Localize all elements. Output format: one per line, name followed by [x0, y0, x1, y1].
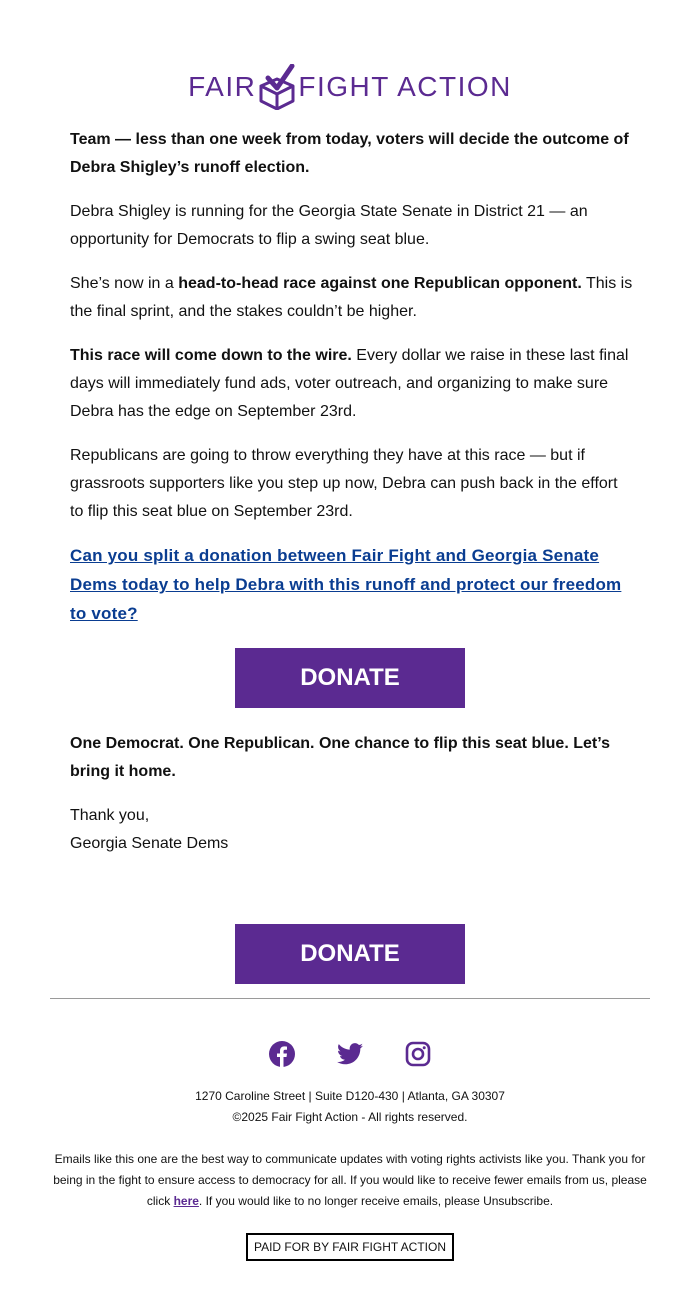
- facebook-icon[interactable]: [268, 1040, 296, 1068]
- split-donation-link[interactable]: Can you split a donation between Fair Fight and Georgia Senate Dems today to help Debra with this runoff and protect our freedom to vote?: [70, 546, 622, 623]
- wire-text-rest: Every dollar we raise in these last final days will immediately fund ads, voter outreach, and organizing to make sure Debra has the edge on September 23rd.: [70, 347, 629, 420]
- logo-text-left: FAIR: [188, 71, 257, 102]
- race-text-bold: head-to-head race against one Republican opponent.: [178, 275, 582, 292]
- signoff: [70, 802, 635, 858]
- closing-section: [70, 730, 635, 874]
- logo-text-right: FIGHT ACTION: [298, 71, 512, 102]
- paid-for-disclaimer: PAID FOR BY FAIR FIGHT ACTION: [246, 1233, 454, 1261]
- footer-notice: [50, 1149, 650, 1212]
- wire-paragraph: [70, 342, 635, 426]
- fair-fight-logo[interactable]: [188, 64, 512, 110]
- donate-button-top[interactable]: DONATE: [235, 648, 465, 708]
- intro-paragraph: Team — less than one week from today, voters will decide the outcome of Debra Shigley’s runoff election.: [70, 131, 629, 176]
- wire-text-bold: This race will come down to the wire.: [70, 347, 352, 364]
- notice-text-b: . If you would like to no longer receive emails, please Unsubscribe.: [198, 1194, 554, 1208]
- candidate-paragraph: Debra Shigley is running for the Georgia State Senate in District 21 — an opportunity for Democrats to flip a swing seat blue.: [70, 203, 588, 248]
- thanks-text: Thank you,: [70, 807, 150, 824]
- fewer-emails-link[interactable]: here: [173, 1194, 199, 1208]
- email-body: [70, 126, 635, 645]
- republicans-paragraph: Republicans are going to throw everything they have at this race — but if grassroots supporters like you step up now, Debra can push back in the effort to flip this seat blue on September 23rd.: [70, 447, 618, 520]
- notice-text-a: Emails like this one are the best way to communicate updates with voting rights activists like you. Thank you for being in the fight to ensure access to democracy for all. If you would like to receive fewer emails from us, please click: [53, 1152, 647, 1208]
- race-paragraph: [70, 270, 635, 326]
- signature-text: Georgia Senate Dems: [70, 835, 229, 852]
- donate-wrap-top: [0, 648, 700, 708]
- twitter-icon[interactable]: [336, 1040, 364, 1068]
- ballot-box-icon: [258, 64, 296, 110]
- race-text-a: She’s now in a: [70, 275, 179, 292]
- race-text-b: This is the final sprint, and the stakes couldn’t be higher.: [70, 275, 633, 320]
- footer-copyright: ©2025 Fair Fight Action - All rights reserved.: [232, 1110, 468, 1124]
- logo-row: [0, 58, 700, 116]
- footer-divider: [50, 998, 650, 999]
- closing-bold: One Democrat. One Republican. One chance to flip this seat blue. Let’s bring it home.: [70, 735, 610, 780]
- footer-address-block: [50, 1086, 650, 1128]
- social-links: [0, 1040, 700, 1068]
- donate-wrap-bottom: [0, 924, 700, 984]
- donate-button-bottom[interactable]: DONATE: [235, 924, 465, 984]
- paid-for-wrap: [0, 1233, 700, 1261]
- instagram-icon[interactable]: [404, 1040, 432, 1068]
- footer-address: 1270 Caroline Street | Suite D120-430 | Atlanta, GA 30307: [195, 1089, 505, 1103]
